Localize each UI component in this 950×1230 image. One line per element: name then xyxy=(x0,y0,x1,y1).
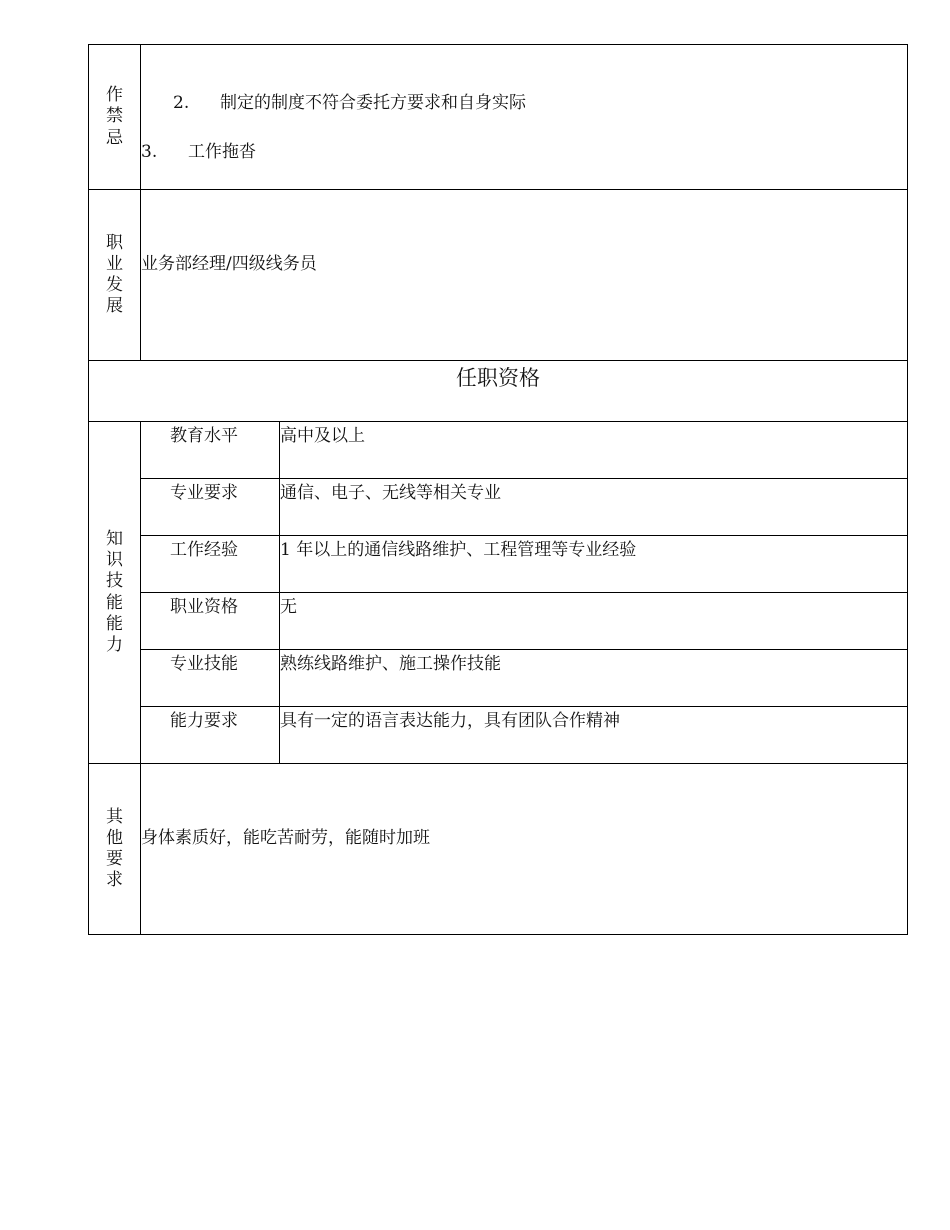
qualification-label: 专业技能 xyxy=(141,650,280,707)
other-heading-char: 要 xyxy=(106,849,123,869)
qualification-label: 教育水平 xyxy=(141,422,280,479)
other-requirements-row xyxy=(89,764,908,935)
other-heading-char: 其 xyxy=(106,806,123,827)
qualifications-title-row xyxy=(89,361,908,422)
taboo-item-number: 2. xyxy=(173,93,190,113)
qualification-row xyxy=(89,422,908,479)
qualification-value: 无 xyxy=(280,593,908,650)
knowledge-heading-char: 知 xyxy=(106,528,123,549)
other-heading-char: 求 xyxy=(106,870,123,891)
other-heading-char: 他 xyxy=(106,827,123,848)
qualification-row xyxy=(89,650,908,707)
taboo-heading-char: 禁 xyxy=(106,106,123,127)
qualification-row xyxy=(89,536,908,593)
career-heading-char: 展 xyxy=(106,296,123,317)
taboo-heading-char: 作 xyxy=(106,85,123,106)
taboo-item xyxy=(141,142,256,163)
taboo-content xyxy=(141,45,908,190)
career-heading-char: 业 xyxy=(106,253,123,274)
qualification-label: 专业要求 xyxy=(141,479,280,536)
qualification-value: 高中及以上 xyxy=(280,422,908,479)
qualification-label: 职业资格 xyxy=(141,593,280,650)
knowledge-heading-char: 能 xyxy=(106,592,123,613)
qualification-value: 熟练线路维护、施工操作技能 xyxy=(280,650,908,707)
qualification-value: 1 年以上的通信线路维护、工程管理等专业经验 xyxy=(280,536,908,593)
knowledge-heading-char: 能 xyxy=(106,613,123,634)
taboo-row xyxy=(89,45,908,190)
other-requirements-heading xyxy=(89,764,141,935)
taboo-item-number: 3. xyxy=(141,142,158,162)
qualification-row xyxy=(89,479,908,536)
knowledge-heading-char: 识 xyxy=(106,550,123,570)
qualification-label: 能力要求 xyxy=(141,707,280,764)
taboo-heading-char: 忌 xyxy=(106,127,123,148)
knowledge-heading-char: 技 xyxy=(106,571,123,592)
qualification-row xyxy=(89,707,908,764)
career-heading xyxy=(89,190,141,361)
qualification-value: 具有一定的语言表达能力，具有团队合作精神 xyxy=(280,707,908,764)
career-path-text: 业务部经理/四级线务员 xyxy=(141,190,908,361)
knowledge-heading-char: 力 xyxy=(106,635,123,655)
qualifications-title: 任职资格 xyxy=(89,361,908,422)
qualification-label: 工作经验 xyxy=(141,536,280,593)
career-row xyxy=(89,190,908,361)
knowledge-skills-heading xyxy=(89,422,141,764)
taboo-heading xyxy=(89,45,141,190)
job-description-table xyxy=(88,44,908,935)
taboo-item xyxy=(173,93,526,114)
career-heading-char: 发 xyxy=(106,275,123,295)
taboo-item-text: 工作拖沓 xyxy=(188,142,256,162)
qualification-value: 通信、电子、无线等相关专业 xyxy=(280,479,908,536)
qualification-row xyxy=(89,593,908,650)
taboo-item-text: 制定的制度不符合委托方要求和自身实际 xyxy=(220,93,526,113)
other-requirements-text: 身体素质好，能吃苦耐劳，能随时加班 xyxy=(141,764,908,935)
career-heading-char: 职 xyxy=(106,232,123,253)
